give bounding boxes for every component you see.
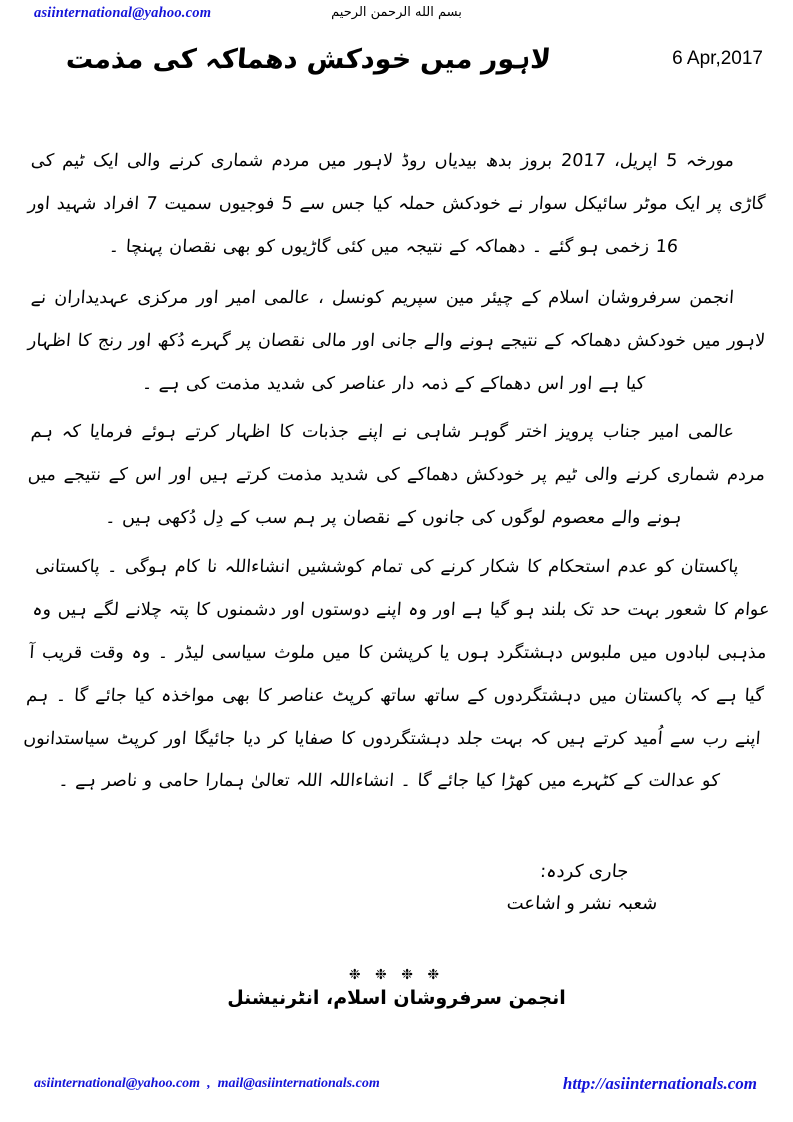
footer-email-group bbox=[34, 1076, 380, 1092]
page-header bbox=[0, 4, 793, 30]
issued-by-block bbox=[371, 858, 793, 921]
body-paragraph: عالمی امیر جناب پرویز اختر گوہر شاہی نے اپنے جذبات کا اظہار کرتے ہوئے فرمایا کہ ہم مردم شماری کرنے والی ٹیم پر خودکش دھماکے کی شدید مذمت کرتے ہیں اور اس کے نتیجے میں ہونے والے معصوم لوگوں کی جانوں کے نقصان پر ہم سب کے دِل دُکھی ہیں ۔ bbox=[27, 422, 766, 528]
body-paragraph: مورخہ 5 اپریل، 2017 بروز بدھ بیدیاں روڈ لاہور میں مردم شماری کرنے والی ایک ٹیم کی گاڑی پر ایک موٹر سائیکل سوار نے خودکش حملہ کیا جس سے 5 فوجیوں سمیت 7 افراد شہید اور 16 زخمی ہو گئے ۔ دھماکہ کے نتیجہ میں کئی گاڑیوں کو بھی نقصان پہنچا ۔ bbox=[27, 151, 766, 257]
page-title: لاہور میں خودکش دھماکہ کی مذمت bbox=[65, 44, 553, 75]
bismillah-text: بسم الله الرحمن الرحيم bbox=[331, 5, 462, 20]
title-block bbox=[0, 40, 793, 102]
ornament-icon: ❉ ❉ ❉ ❉ bbox=[348, 967, 445, 983]
document-body bbox=[22, 140, 771, 809]
footer-email-primary[interactable]: asiinternational@yahoo.com bbox=[34, 1076, 201, 1091]
body-paragraph: پاکستان کو عدم استحکام کا شکار کرنے کی تمام کوششیں انشاءاللہ نا کام ہوگی ۔ پاکستانی عوام کا شعور بہت حد تک بلند ہو گیا ہے اور وہ اپنے دوستوں اور دشمنوں کا پتہ چلانے لگے ہیں وہ مذہبی لبادوں میں ملبوس دہشتگرد ہوں یا کرپشن کا میں ملوث سیاسی لیڈر ۔ وہ وقت قریب آ گیا ہے کہ پاکستان میں دہشتگردوں کے ساتھ ساتھ کرپٹ عناصر کا بھی مواخذہ کیا جائے گا ۔ ہم اپنے رب سے اُمید کرتے ہیں کہ بہت جلد دہشتگردوں کا صفایا کر دیا جائیگا اور کرپٹ سیاستدانوں کو عدالت کے کٹہرے میں کھڑا کیا جائے گا ۔ انشاءاللہ اللہ تعالیٰ ہمارا حامی و ناصر ہے ۔ bbox=[22, 556, 771, 792]
footer-email-separator: , bbox=[207, 1076, 211, 1091]
header-email-link[interactable]: asiinternational@yahoo.com bbox=[34, 5, 212, 21]
footer-website-link[interactable]: http://asiinternationals.com bbox=[562, 1074, 757, 1093]
page-footer bbox=[0, 1076, 793, 1106]
body-paragraph: انجمن سرفروشان اسلام کے چیئر مین سپریم کونسل ، عالمی امیر اور مرکزی عہدیداران نے لاہور میں خودکش دھماکہ کے نتیجے ہونے والے جانی اور مالی نقصان پر گہرے دُکھ اور رنج کا اظہار کیا ہے اور اس دھماکے کے ذمہ دار عناصر کی شدید مذمت کی ہے ۔ bbox=[27, 287, 766, 394]
organization-block bbox=[0, 968, 793, 1009]
organization-name: انجمن سرفروشان اسلام، انٹرنیشنل bbox=[227, 987, 566, 1010]
issuing-department: شعبہ نشر و اشاعت bbox=[506, 892, 659, 914]
footer-email-secondary[interactable]: mail@asiinternationals.com bbox=[217, 1076, 380, 1091]
issued-by-label: جاری کردہ: bbox=[539, 861, 630, 882]
document-date: 6 Apr,2017 bbox=[672, 48, 763, 69]
